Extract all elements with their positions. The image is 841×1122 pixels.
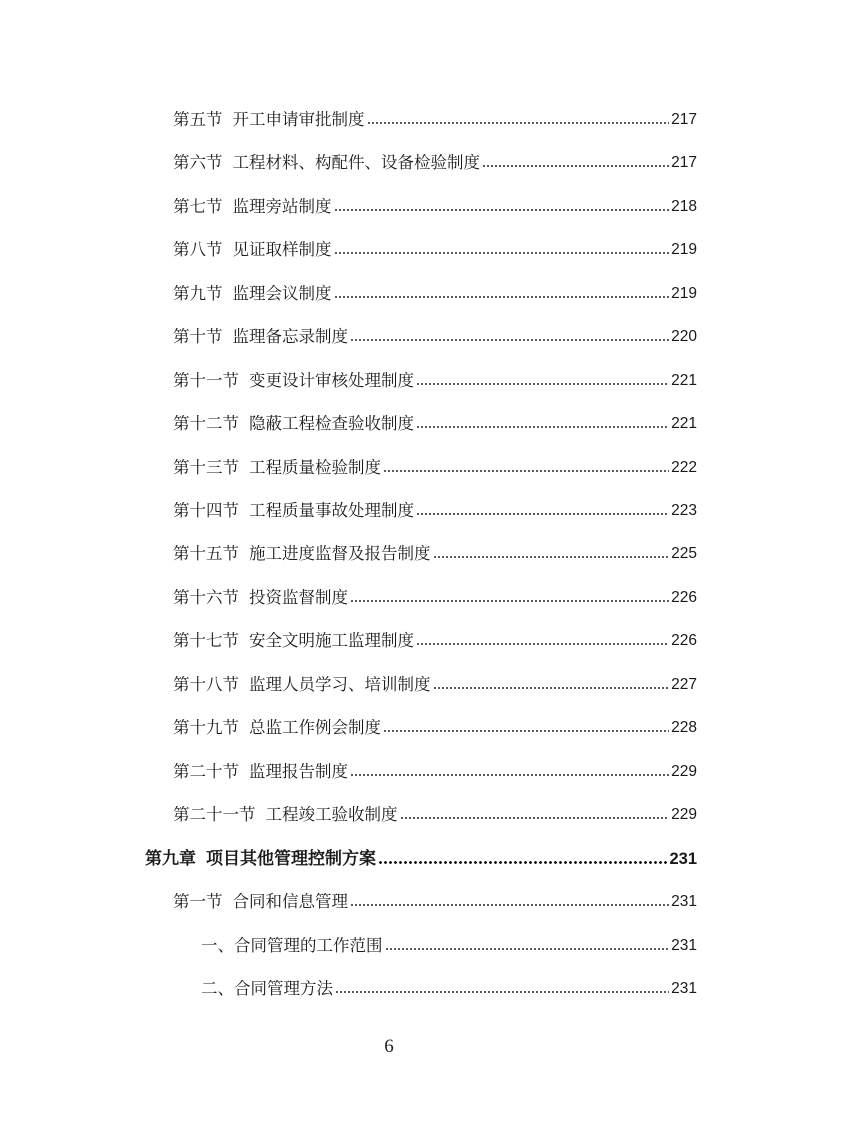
toc-entry-page: 231 [671, 893, 697, 910]
toc-entry-page: 231 [671, 937, 697, 954]
toc-entry[interactable] [173, 280, 697, 304]
toc-entry-title: 变更设计审核处理制度 [249, 371, 414, 390]
toc-dot-leader [334, 295, 670, 299]
toc-entry[interactable] [173, 193, 697, 217]
toc-entry-label [173, 284, 332, 304]
toc-entry-number: 第五节 [173, 110, 223, 129]
toc-entry-number: 第十四节 [173, 501, 239, 520]
toc-entry-number: 第十七节 [173, 631, 239, 650]
toc-dot-leader [416, 382, 669, 386]
toc-entry-title: 隐蔽工程检查验收制度 [249, 414, 414, 433]
toc-entry[interactable] [173, 758, 697, 782]
toc-dot-leader [334, 208, 670, 212]
toc-entry[interactable] [173, 149, 697, 173]
toc-entry-page: 223 [671, 502, 697, 519]
toc-entry-page: 231 [671, 980, 697, 997]
toc-entry-label [173, 414, 414, 434]
toc-entry-number: 第十二节 [173, 414, 239, 433]
toc-entry-page: 219 [671, 241, 697, 258]
toc-entry-page: 229 [671, 806, 697, 823]
toc-subentry[interactable] [201, 932, 697, 956]
toc-dot-leader [383, 729, 669, 733]
toc-entry[interactable] [173, 454, 697, 478]
toc-entry-label [201, 979, 333, 999]
toc-entry-title: 监理备忘录制度 [232, 327, 348, 346]
toc-entry-page: 226 [671, 589, 697, 606]
toc-entry-label [173, 892, 348, 912]
toc-entry-title: 施工进度监督及报告制度 [249, 544, 431, 563]
toc-entry-number: 第十节 [173, 327, 223, 346]
toc-entry-page: 221 [671, 415, 697, 432]
toc-entry-label [173, 197, 332, 217]
toc-entry-title: 工程质量检验制度 [249, 458, 381, 477]
toc-dot-leader [367, 121, 670, 125]
toc-entry[interactable] [173, 888, 697, 912]
toc-entry-label [173, 110, 365, 130]
toc-entry-page: 229 [671, 763, 697, 780]
toc-dot-leader [400, 816, 670, 820]
toc-dot-leader [350, 773, 669, 777]
toc-entry-label [201, 936, 383, 956]
toc-entry-page: 220 [671, 328, 697, 345]
toc-entry-title: 合同和信息管理 [232, 892, 348, 911]
toc-entry-page: 228 [671, 719, 697, 736]
toc-entry-number: 第十九节 [173, 718, 239, 737]
toc-entry-number: 第二十一节 [173, 805, 256, 824]
toc-entry-page: 226 [671, 632, 697, 649]
toc-entry-label [173, 805, 398, 825]
toc-entry-number: 第一节 [173, 892, 223, 911]
toc-dot-leader [482, 164, 669, 168]
toc-entry-page: 225 [671, 545, 697, 562]
toc-entry-page: 227 [671, 676, 697, 693]
toc-entry[interactable] [173, 367, 697, 391]
toc-dot-leader [335, 990, 669, 994]
toc-entry-title: 工程竣工验收制度 [265, 805, 398, 824]
toc-entry-title: 监理人员学习、培训制度 [249, 675, 431, 694]
toc-entry-label [173, 458, 381, 478]
toc-dot-leader [334, 251, 670, 255]
toc-entry-title: 安全文明施工监理制度 [249, 631, 414, 650]
toc-entry[interactable] [173, 714, 697, 738]
toc-dot-leader [433, 686, 670, 690]
toc-entry-label [173, 371, 414, 391]
toc-entry-label [173, 327, 348, 347]
toc-entry-label [173, 544, 431, 564]
toc-dot-leader [383, 469, 669, 473]
toc-entry[interactable] [173, 540, 697, 564]
toc-entry-title: 监理会议制度 [232, 284, 332, 303]
toc-entry-title: 项目其他管理控制方案 [206, 849, 376, 869]
toc-dot-leader [350, 903, 669, 907]
toc-entry-title: 监理旁站制度 [232, 197, 332, 216]
toc-entry-title: 总监工作例会制度 [249, 718, 381, 737]
toc-dot-leader [378, 860, 667, 865]
toc-entry-page: 217 [671, 111, 697, 128]
toc-dot-leader [433, 555, 670, 559]
toc-entry[interactable] [173, 323, 697, 347]
toc-entry-title: 一、合同管理的工作范围 [201, 936, 383, 955]
toc-entry-number: 第七节 [173, 197, 223, 216]
toc-dot-leader [416, 642, 669, 646]
toc-entry-label [173, 588, 348, 608]
toc-dot-leader [350, 599, 669, 603]
toc-entry-label [145, 849, 376, 869]
toc-entry-title: 监理报告制度 [249, 762, 348, 781]
toc-entry-label [173, 718, 381, 738]
toc-dot-leader [385, 947, 670, 951]
toc-entry-page: 222 [671, 459, 697, 476]
toc-dot-leader [416, 425, 669, 429]
toc-entry-number: 第十六节 [173, 588, 239, 607]
toc-dot-leader [416, 512, 669, 516]
toc-entry[interactable] [173, 106, 697, 130]
toc-entry-number: 第八节 [173, 240, 223, 259]
toc-entry[interactable] [173, 671, 697, 695]
toc-entry[interactable] [173, 236, 697, 260]
toc-entry-page: 221 [671, 372, 697, 389]
toc-entry-label [173, 240, 332, 260]
toc-entry-number: 第十三节 [173, 458, 239, 477]
toc-entry-title: 工程质量事故处理制度 [249, 501, 414, 520]
toc-entry-title: 见证取样制度 [232, 240, 332, 259]
toc-entry-label [173, 631, 414, 651]
toc-entry-label [173, 762, 348, 782]
toc-entry-title: 工程材料、构配件、设备检验制度 [232, 153, 480, 172]
toc-entry-label [173, 153, 480, 173]
page-number: 6 [384, 1036, 394, 1057]
toc-entry[interactable] [173, 584, 697, 608]
toc-entry-page: 219 [671, 285, 697, 302]
toc-entry-label [173, 675, 431, 695]
toc-entry[interactable] [173, 627, 697, 651]
toc-entry[interactable] [173, 801, 697, 825]
toc-entry-number: 第十八节 [173, 675, 239, 694]
toc-entry-number: 第六节 [173, 153, 223, 172]
toc-entry-title: 二、合同管理方法 [201, 979, 333, 998]
toc-dot-leader [350, 338, 669, 342]
toc-entry-page: 231 [669, 850, 697, 868]
toc-entry-number: 第九章 [145, 849, 196, 869]
toc-entry-title: 投资监督制度 [249, 588, 348, 607]
toc-entry-title: 开工申请审批制度 [232, 110, 365, 129]
toc-chapter-entry[interactable] [145, 845, 697, 869]
toc-entry-page: 218 [671, 198, 697, 215]
toc-entry-number: 第十一节 [173, 371, 239, 390]
toc-subentry[interactable] [201, 975, 697, 999]
toc-entry-label [173, 501, 414, 521]
toc-entry-page: 217 [671, 154, 697, 171]
toc-entry-number: 第九节 [173, 284, 223, 303]
toc-entry-number: 第十五节 [173, 544, 239, 563]
toc-entry[interactable] [173, 410, 697, 434]
toc-entry[interactable] [173, 497, 697, 521]
toc-entry-number: 第二十节 [173, 762, 239, 781]
